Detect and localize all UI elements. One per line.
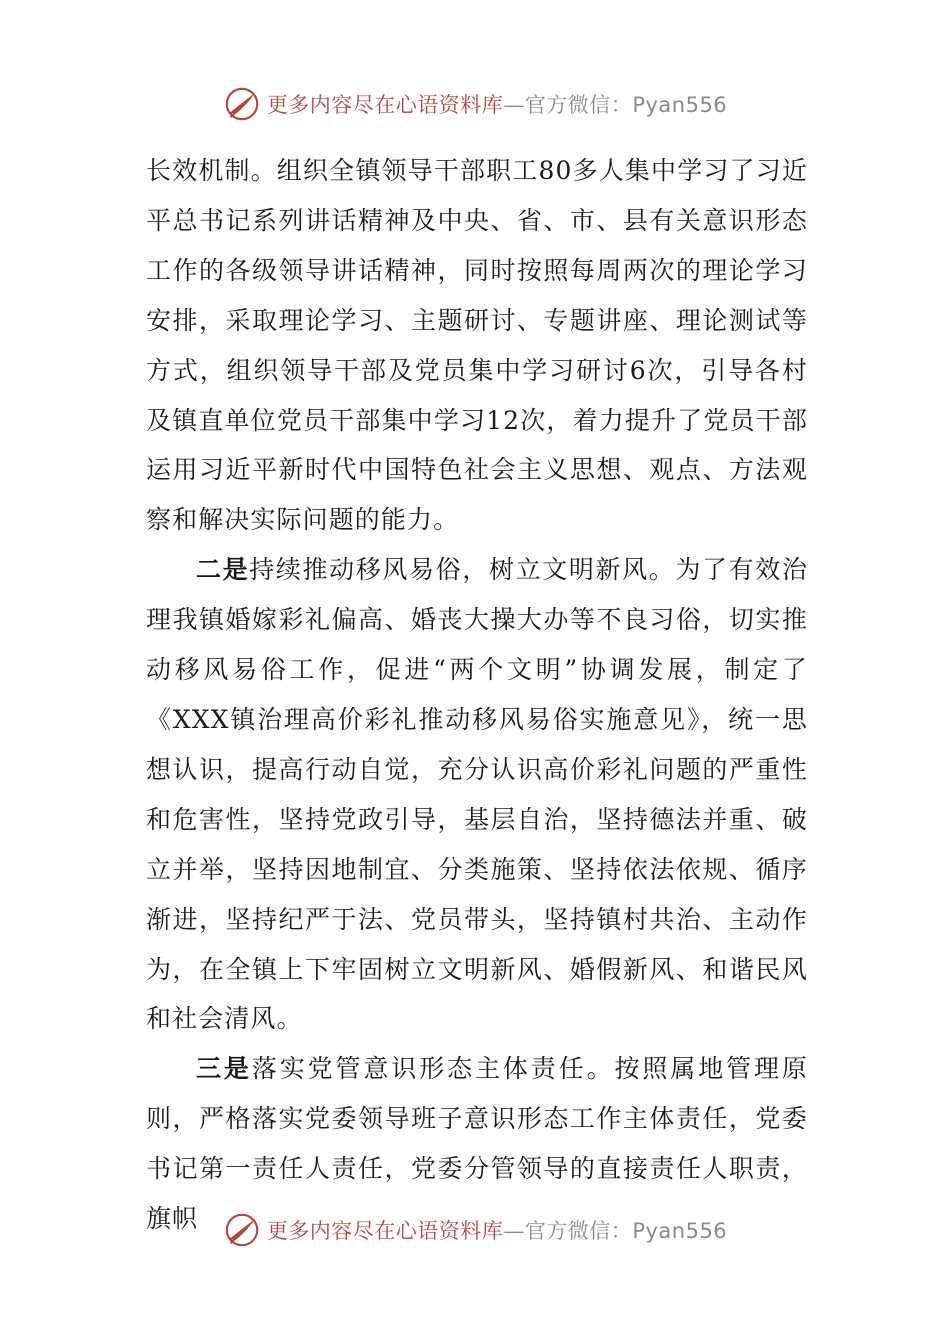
watermark-dash: — <box>503 1219 525 1243</box>
watermark-label: 官方微信： <box>524 93 633 117</box>
paragraph-2 <box>146 545 808 1044</box>
paragraph-1 <box>146 146 808 545</box>
quill-pen-icon <box>223 85 261 123</box>
watermark-main: 更多内容尽在心语资料库 <box>266 1219 504 1243</box>
paragraph-lead: 三是 <box>196 1054 252 1084</box>
watermark-id: Pyan556 <box>632 1219 728 1243</box>
paragraph-lead: 二是 <box>196 555 250 585</box>
watermark-text <box>267 89 727 119</box>
watermark-text <box>267 1215 727 1245</box>
quill-pen-icon <box>223 1211 261 1249</box>
watermark-main: 更多内容尽在心语资料库 <box>266 93 504 117</box>
watermark-id: Pyan556 <box>632 93 728 117</box>
paragraph-text: 落实党管意识形态主体责任。按照属地管理原则，严格落实党委领导班子意识形态工作主体责任，党委书记第一责任人责任，党委分管领导的直接责任人职责，旗帜 <box>146 1054 808 1234</box>
paragraph-text: 长效机制。组织全镇领导干部职工80多人集中学习了习近平总书记系列讲话精神及中央、省、市、县有关意识形态工作的各级领导讲话精神，同时按照每周两次的理论学习安排，采取理论学习、主题研讨、专题讲座、理论测试等方式，组织领导干部及党员集中学习研讨6次，引导各村及镇直单位党员干部集中学习12次，着力提升了党员干部运用习近平新时代中国特色社会主义思想、观点、方法观察和解决实际问题的能力。 <box>146 156 808 535</box>
watermark-label: 官方微信： <box>524 1219 633 1243</box>
header-watermark <box>0 84 950 124</box>
document-body <box>146 146 808 1244</box>
paragraph-text: 持续推动移风易俗，树立文明新风。为了有效治理我镇婚嫁彩礼偏高、婚丧大操大办等不良习俗，切实推动移风易俗工作，促进“两个文明”协调发展，制定了《XXX镇治理高价彩礼推动移风易俗实施意见》，统一思想认识，提高行动自觉，充分认识高价彩礼问题的严重性和危害性，坚持党政引导，基层自治，坚持德法并重、破立并举，坚持因地制宜、分类施策、坚持依法依规、循序渐进，坚持纪严于法、党员带头，坚持镇村共治、主动作为，在全镇上下牢固树立文明新风、婚假新风、和谐民风和社会清风。 <box>146 555 808 1034</box>
watermark-dash: — <box>503 93 525 117</box>
footer-watermark <box>0 1210 950 1250</box>
